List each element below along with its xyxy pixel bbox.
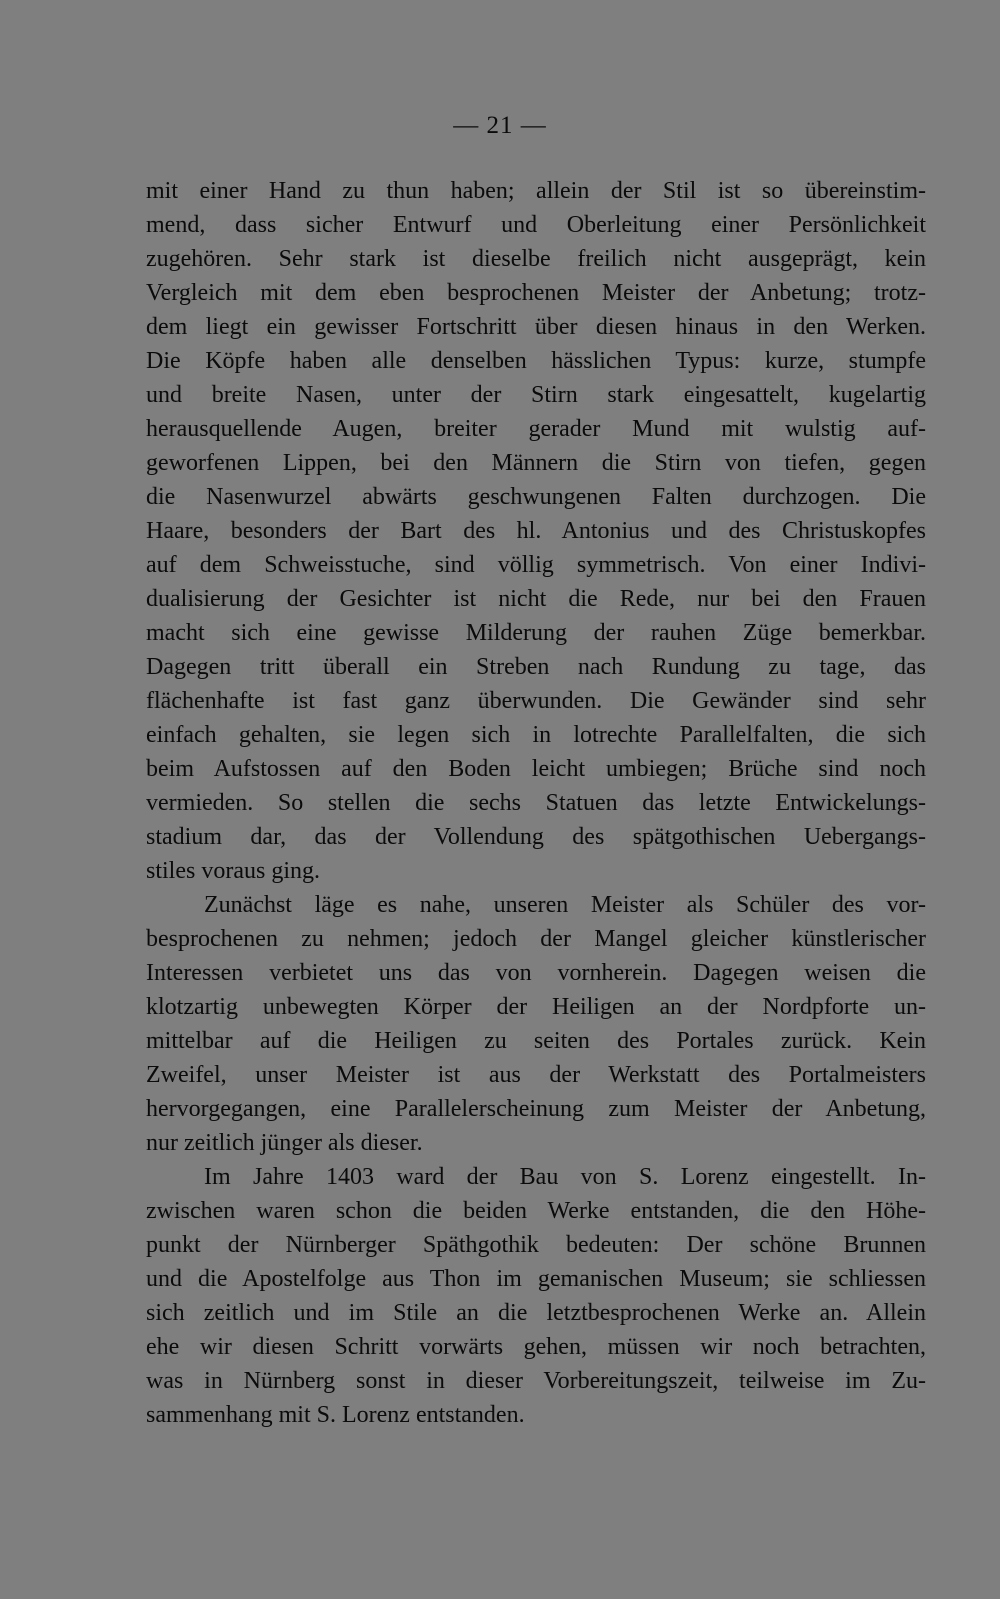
text-line: Haare, besonders der Bart des hl. Antonius und des Christuskopfes (146, 518, 926, 544)
text-line: und die Apostelfolge aus Thon im gemanischen Museum; sie schliessen (146, 1266, 926, 1292)
text-line: sammenhang mit S. Lorenz entstanden. (146, 1402, 525, 1428)
text-line: vermieden. So stellen die sechs Statuen das letzte Entwickelungs- (146, 790, 926, 816)
text-line: hervorgegangen, eine Parallelerscheinung zum Meister der Anbetung, (146, 1096, 926, 1122)
text-line: mittelbar auf die Heiligen zu seiten des Portales zurück. Kein (146, 1028, 926, 1054)
text-line: einfach gehalten, sie legen sich in lotrechte Parallelfalten, die sich (146, 722, 926, 748)
text-line: auf dem Schweisstuche, sind völlig symmetrisch. Von einer Indivi- (146, 552, 926, 578)
text-line: dem liegt ein gewisser Fortschritt über diesen hinaus in den Werken. (146, 314, 926, 340)
text-line: stiles voraus ging. (146, 858, 320, 884)
text-line: zugehören. Sehr stark ist dieselbe freilich nicht ausgeprägt, kein (146, 246, 926, 272)
text-line: besprochenen zu nehmen; jedoch der Mangel gleicher künstlerischer (146, 926, 926, 952)
text-line: ehe wir diesen Schritt vorwärts gehen, müssen wir noch betrachten, (146, 1334, 926, 1360)
text-line: mend, dass sicher Entwurf und Oberleitung einer Persönlichkeit (146, 212, 926, 238)
text-line: Zweifel, unser Meister ist aus der Werkstatt des Portalmeisters (146, 1062, 926, 1088)
text-line: Interessen verbietet uns das von vornherein. Dagegen weisen die (146, 960, 926, 986)
text-line: Dagegen tritt überall ein Streben nach Rundung zu tage, das (146, 654, 926, 680)
text-line: flächenhafte ist fast ganz überwunden. Die Gewänder sind sehr (146, 688, 926, 714)
text-line: nur zeitlich jünger als dieser. (146, 1130, 423, 1156)
body-text (146, 174, 926, 1432)
text-line: was in Nürnberg sonst in dieser Vorbereitungszeit, teilweise im Zu- (146, 1368, 926, 1394)
text-line: Zunächst läge es nahe, unseren Meister als Schüler des vor- (204, 892, 926, 918)
text-line: beim Aufstossen auf den Boden leicht umbiegen; Brüche sind noch (146, 756, 926, 782)
page-number: — 21 — (453, 112, 547, 139)
text-line: Vergleich mit dem eben besprochenen Meister der Anbetung; trotz- (146, 280, 926, 306)
text-line: stadium dar, das der Vollendung des spätgothischen Uebergangs- (146, 824, 926, 850)
text-line: macht sich eine gewisse Milderung der rauhen Züge bemerkbar. (146, 620, 926, 646)
text-line: sich zeitlich und im Stile an die letztbesprochenen Werke an. Allein (146, 1300, 926, 1326)
text-line: mit einer Hand zu thun haben; allein der Stil ist so übereinstim- (146, 178, 926, 204)
text-line: herausquellende Augen, breiter gerader Mund mit wulstig auf- (146, 416, 926, 442)
text-line: Die Köpfe haben alle denselben hässlichen Typus: kurze, stumpfe (146, 348, 926, 374)
text-line: zwischen waren schon die beiden Werke entstanden, die den Höhe- (146, 1198, 926, 1224)
text-line: Im Jahre 1403 ward der Bau von S. Lorenz eingestellt. In- (204, 1164, 926, 1190)
text-line: dualisierung der Gesichter ist nicht die Rede, nur bei den Frauen (146, 586, 926, 612)
text-line: punkt der Nürnberger Späthgothik bedeuten: Der schöne Brunnen (146, 1232, 926, 1258)
text-line: die Nasenwurzel abwärts geschwungenen Falten durchzogen. Die (146, 484, 926, 510)
text-line: klotzartig unbewegten Körper der Heiligen an der Nordpforte un- (146, 994, 926, 1020)
text-line: geworfenen Lippen, bei den Männern die Stirn von tiefen, gegen (146, 450, 926, 476)
text-line: und breite Nasen, unter der Stirn stark eingesattelt, kugelartig (146, 382, 926, 408)
